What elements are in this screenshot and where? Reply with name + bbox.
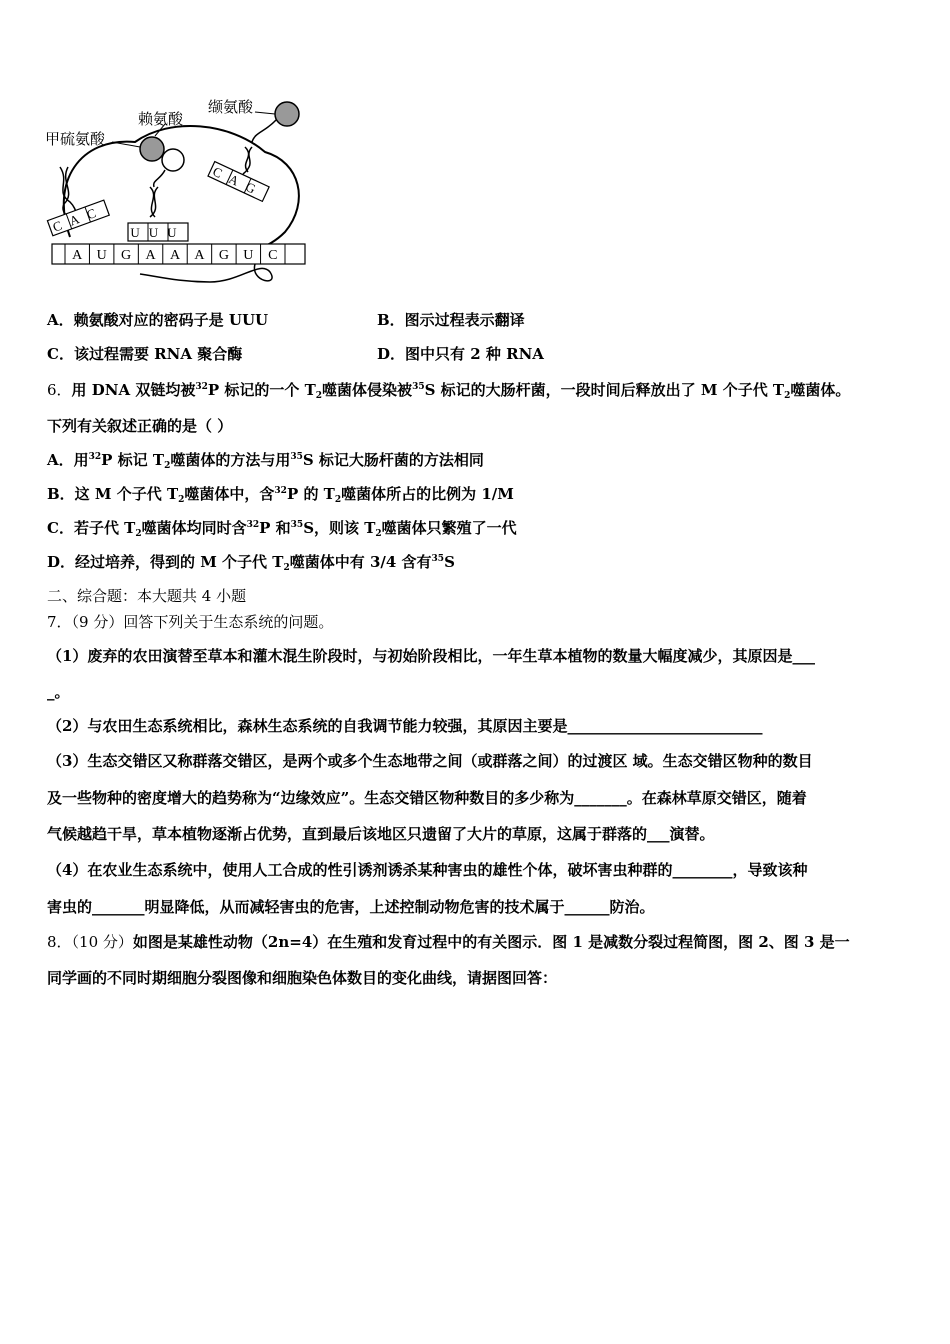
q7-part4-cont: 害虫的_______明显降低，从而减轻害虫的危害，上述控制动物危害的技术属于______防治。	[47, 898, 655, 916]
q5-option-a: A．赖氨酸对应的密码子是 UUU	[47, 311, 269, 329]
q7-part3: （3）生态交错区又称群落交错区，是两个或多个生态地带之间（或群落之间）的过渡区 域。生态交错区物种的数目	[47, 752, 813, 770]
valine-ball	[275, 102, 299, 126]
anticodon-left: CAC	[50, 202, 107, 235]
mrna-tail	[140, 264, 272, 282]
anticodon-right: CAG	[210, 163, 267, 201]
q8-stem: 8．（10 分）如图是某雄性动物（2n=4）在生殖和发育过程中的有关图示．图 1 是减数分裂过程简图，图 2、图 3 是一	[47, 933, 850, 951]
label-lys: 赖氨酸	[138, 110, 184, 128]
q5-option-c: C．该过程需要 RNA 聚合酶	[47, 345, 243, 363]
mrna-base: G	[218, 248, 229, 263]
q7-part3-cont1: 及一些物种的密度增大的趋势称为“边缘效应”。生态交错区物种数目的多少称为_______。在森林草原交错区，随着	[47, 789, 807, 807]
mrna-base: G	[121, 248, 132, 263]
mrna-base: A	[169, 248, 181, 263]
trna-mid-loop	[162, 149, 184, 171]
lysine-ball	[140, 137, 164, 161]
mrna-base: U	[243, 248, 254, 263]
q6-option-b: B．这 M 个子代 $T_2$噬菌体中，含$^{32}$P 的 $T_2$噬菌体所占的比例为 1/M	[47, 485, 514, 505]
q5-option-d: D．图中只有 2 种 RNA	[377, 345, 544, 363]
anticodon-mid: UUU	[130, 225, 186, 240]
mrna-base: U	[96, 248, 107, 263]
label-val: 缬氨酸	[208, 98, 254, 116]
q5-option-b: B．图示过程表示翻译	[377, 311, 525, 329]
q6-stem: 6．用 DNA 双链均被$^{32}$P 标记的一个 $T_2$噬菌体侵染被$^{35}$S 标记的大肠杆菌，一段时间后释放出了 M 个子代 $T_2$噬菌体。	[47, 381, 851, 401]
label-line-val	[255, 112, 275, 114]
q6-option-a: A．用$^{32}$P 标记 $T_2$噬菌体的方法与用$^{35}$S 标记大肠杆菌的方法相同	[47, 451, 484, 471]
section-heading: 二、综合题：本大题共 4 小题	[47, 587, 247, 605]
label-met: 甲硫氨酸	[45, 130, 106, 148]
q7-part1-cont: _。	[47, 683, 70, 701]
label-line-met	[112, 142, 140, 147]
mrna-base: A	[145, 248, 156, 263]
q6-stem-2: 下列有关叙述正确的是（ ）	[47, 417, 233, 435]
q7-part2: （2）与农田生态系统相比，森林生态系统的自我调节能力较强，其原因主要是__________________________	[47, 717, 763, 735]
q7-title: 7．（9 分）回答下列关于生态系统的问题。	[47, 613, 334, 631]
q7-part3-cont2: 气候越趋干旱，草本植物逐渐占优势，直到最后该地区只遗留了大片的草原，这属于群落的___演替。	[47, 825, 715, 843]
q7-part4: （4）在农业生态系统中，使用人工合成的性引诱剂诱杀某种害虫的雄性个体，破坏害虫种群的________，导致该种	[47, 861, 808, 879]
q7-part1: （1）废弃的农田演替至草本和灌木混生阶段时，与初始阶段相比，一年生草本植物的数量大幅度减少，其原因是___	[47, 647, 815, 665]
q6-option-d: D．经过培养，得到的 M 个子代 $T_2$噬菌体中有 3/4 含有$^{35}$S	[47, 553, 455, 573]
mrna-base: A	[194, 248, 205, 263]
translation-diagram	[40, 92, 330, 292]
mrna-base: C	[268, 248, 278, 263]
q6-option-c: C．若子代 $T_2$噬菌体均同时含$^{32}$P 和$^{35}$S，则该 $T_2$噬菌体只繁殖了一代	[47, 519, 517, 539]
mrna-base: A	[72, 248, 83, 263]
q8-stem-2: 同学画的不同时期细胞分裂图像和细胞染色体数目的变化曲线，请据图回答：	[47, 969, 558, 987]
